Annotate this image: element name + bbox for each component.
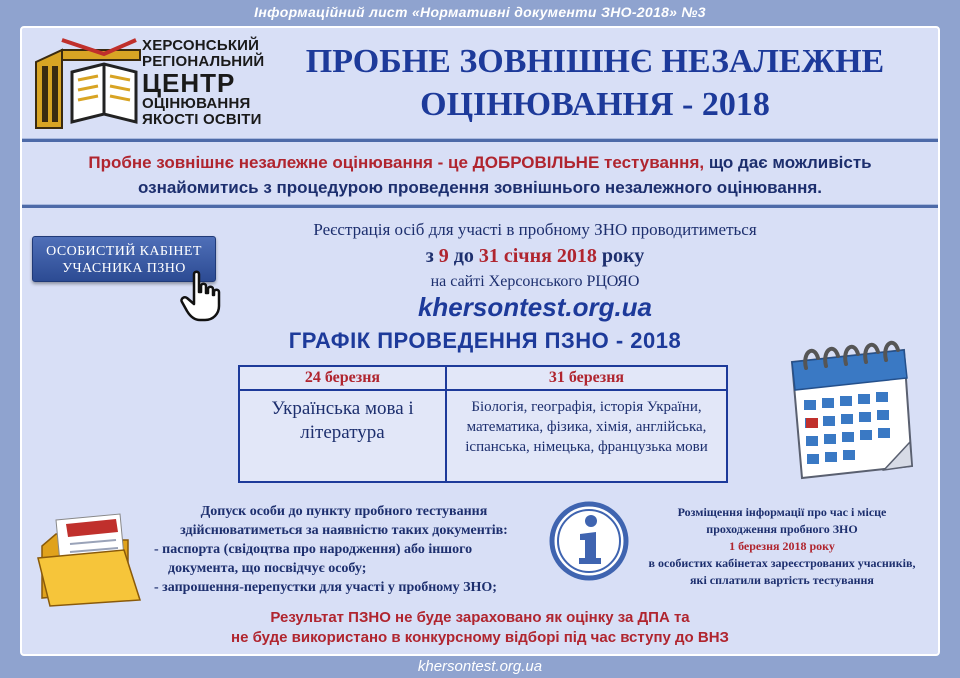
intro-line-2: ознайомитись з процедурою проведення зовнішнього незалежного оцінювання. [137, 178, 823, 197]
logo-line-3: ЦЕНТР [142, 68, 236, 98]
documents-folder-icon [36, 500, 146, 610]
info-icon [548, 500, 630, 582]
registration-line-1: Реєстрація осіб для участі в пробному ЗНО проводитиметься [313, 220, 757, 239]
subjects-2-line-3: іспанська, німецька, французька мови [465, 439, 708, 455]
admission-line-3: - паспорта (свідоцтва про народження) або іншого [154, 542, 473, 557]
footer-band [0, 656, 960, 678]
subjects-2-line-2: математика, фізика, хімія, англійська, [466, 419, 707, 435]
header-band-text: Інформаційний лист «Нормативні документи ЗНО-2018» №3 [254, 4, 706, 20]
table-header-divider [240, 389, 726, 391]
footer-site-link[interactable]: khersontest.org.ua [417, 658, 543, 675]
result-notice [40, 608, 920, 648]
page-title-line-1: ПРОБНЕ ЗОВНІШНЄ НЕЗАЛЕЖНЕ [305, 43, 885, 80]
subjects-1-line-2: література [300, 422, 385, 443]
logo-line-1: ХЕРСОНСЬКИЙ [142, 37, 260, 54]
page-title [290, 40, 900, 126]
logo-line-4: ОЦІНЮВАННЯ [142, 95, 251, 112]
registration-day-from: 9 [438, 245, 449, 267]
subjects-1-line-1: Українська мова і [271, 398, 414, 419]
page-title-line-2: ОЦІНЮВАННЯ - 2018 [420, 86, 770, 123]
admission-line-2: здійснюватиметься за наявністю таких документів: [180, 523, 508, 538]
subjects-2-line-1: Біологія, географія, історія України, [471, 399, 702, 415]
registration-to-word: до [448, 245, 479, 267]
pointer-hand-icon [180, 270, 222, 322]
admission-line-5: - запрошення-перепустки для участі у пробному ЗНО; [154, 580, 497, 595]
table-header-date-2: 31 березня [548, 369, 625, 386]
header-band [0, 0, 960, 26]
table-cell-subjects-1 [240, 397, 445, 445]
intro-red-part: Пробне зовнішнє незалежне оцінювання - це ДОБРОВІЛЬНЕ тестування, [88, 153, 705, 172]
result-line-2: не буде використано в конкурсному відборі під час вступу до ВНЗ [231, 629, 729, 646]
logo-emblem-icon [32, 36, 142, 132]
placement-line-2: проходження пробного ЗНО [706, 522, 858, 536]
intro-rest-part: що дає можливість [704, 153, 872, 172]
divider-1 [22, 138, 938, 142]
placement-info [632, 504, 932, 589]
registration-year-word: року [596, 245, 645, 267]
personal-cabinet-button-line-1: ОСОБИСТИЙ КАБІНЕТ [46, 244, 202, 259]
registration-line-3: на сайті Херсонського РЦОЯО [430, 273, 640, 290]
placement-line-5: які сплатили вартість тестування [690, 573, 874, 587]
table-header-date-1: 24 березня [304, 369, 381, 386]
schedule-title: ГРАФІК ПРОВЕДЕННЯ ПЗНО - 2018 [288, 328, 682, 353]
placement-date: 1 березня 2018 року [729, 539, 835, 553]
registration-site-link[interactable]: khersontest.org.ua [417, 292, 653, 322]
divider-2 [22, 204, 938, 208]
intro-text [40, 150, 920, 200]
result-line-1: Результат ПЗНО не буде зараховано як оцінку за ДПА та [270, 609, 690, 626]
registration-from-word: з [425, 245, 439, 267]
personal-cabinet-button-line-2: УЧАСНИКА ПЗНО [62, 261, 186, 276]
registration-dates [255, 245, 815, 268]
admission-line-1: Допуск особи до пункту пробного тестування [200, 504, 488, 519]
schedule-table [238, 365, 728, 483]
admission-requirements [154, 502, 534, 597]
logo-text [142, 38, 264, 128]
admission-line-4: документа, що посвідчує особу; [168, 561, 367, 576]
registration-day-to: 31 січня 2018 [478, 245, 597, 267]
logo-line-5: ЯКОСТІ ОСВІТИ [142, 111, 262, 128]
logo [32, 36, 282, 132]
logo-line-2: РЕГІОНАЛЬНИЙ [142, 53, 265, 70]
table-cell-subjects-2 [447, 397, 726, 457]
placement-line-1: Розміщення інформації про час і місце [677, 505, 887, 519]
calendar-icon [772, 338, 922, 488]
placement-line-4: в особистих кабінетах зареєстрованих учасників, [648, 556, 916, 570]
